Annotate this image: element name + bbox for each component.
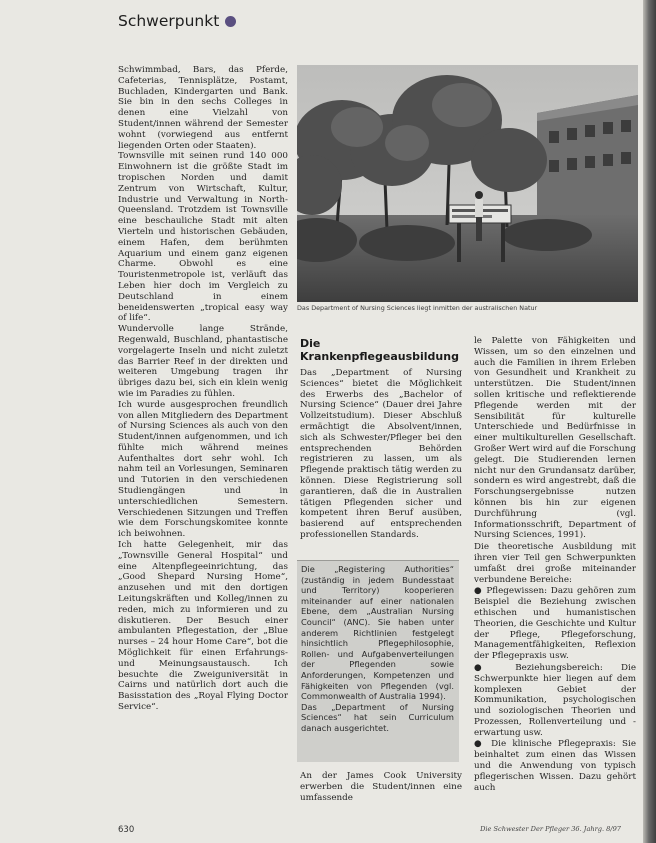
article-column-3 <box>474 336 636 816</box>
paragraph: Ich hatte Gelegenheit, mir das „Townsville General Hospital“ und eine Altenpflegeeinrichtung, das „Good Shepard Nursing Home“, anzusehen und mit den dortigen Leitungskräften und Kolleg/innen zu reden, mich zu informieren und zu diskutieren. Der Besuch einer ambulanten Pflegestation, der „Blue nurses – 24 hour Home Care“, bot die Möglichkeit für einen Erfahrungs- und Meinungsaustausch. Ich besuchte die Zweiguniversität in Cairns und natürlich dort auch die Basisstation des „Royal Flying Doctor Service“. <box>118 540 288 713</box>
bullet-item: ● Beziehungsbereich: Die Schwerpunkte hier liegen auf dem komplexen Gebiet der Kommunikation, psychologischen und soziologischen Theorien und Prozessen, Rollenverteilung und -erwartung usw. <box>474 663 636 739</box>
article-column-2 <box>300 338 462 570</box>
paragraph: An der James Cook University erwerben die Student/innen eine umfassende <box>300 771 462 803</box>
book-gutter <box>643 0 656 843</box>
section-title: Schwerpunkt <box>118 12 220 30</box>
paragraph: Schwimmbad, Bars, das Pferde, Cafeterias, Tennisplätze, Postamt, Buchladen, Kindergarten und Bank. Sie bin in den sechs Colleges in denen eine Vielzahl von Student/innen während der Semester wohnt (vorwiegend aus entfernt liegenden Orten oder Staaten). <box>118 65 288 151</box>
paragraph: Das „Department of Nursing Sciences“ bietet die Möglichkeit des Erwerbs des „Bachelor of Nursing Science“ (Dauer drei Jahre Vollzeitstudium). Dieser Abschluß ermächtigt die Absolvent/innen, sich als Schwester/Pfleger bei den entsprechenden Behörden registrieren zu lassen, um als Pflegende praktisch tätig werden zu können. Diese Registrierung soll garantieren, daß die in Australien tätigen Pflegenden sicher und kompetent ihren Beruf ausüben, basierend auf entsprechenden professionellen Standards. <box>300 368 462 540</box>
info-box-paragraph: Das „Department of Nursing Sciences“ hat sein Curriculum danach ausgerichtet. <box>301 701 454 733</box>
paragraph: Wundervolle lange Strände, Regenwald, Buschland, phantastische vorgelagerte Inseln und nicht zuletzt das Barrier Reef in der direkten und weiteren Umgebung tragen ihr übriges dazu bei, sich ein klein wenig wie im Paradies zu fühlen. <box>118 324 288 399</box>
paragraph: Townsville mit seinen rund 140 000 Einwohnern ist die größte Stadt im tropischen Norden und damit Zentrum von Wirtschaft, Kultur, Industrie und Verwaltung in North-Queensland. Trotzdem ist Townsville eine beschauliche Stadt mit alten Vierteln und historischen Gebäuden, einem Hafen, dem berühmten Aquarium und einem ganz eigenen Charme. Obwohl es eine Touristenmetropole ist, verläuft das Leben hier doch im Vergleich zu Deutschland in einem beneidenswerten „tropical easy way of life“. <box>118 151 288 324</box>
article-column-1 <box>118 65 288 805</box>
campus-photo <box>297 65 638 302</box>
section-dot-icon <box>225 16 236 27</box>
bullet-item: ● Die klinische Pflegepraxis: Sie beinhaltet zum einen das Wissen und die Anwendung von typisch pflegerischen Wissen. Dazu gehört auch <box>474 739 636 793</box>
subheading: Die Krankenpflegeausbildung <box>300 338 459 363</box>
page-number: 630 <box>118 825 135 835</box>
section-header <box>118 12 236 30</box>
paragraph: Die theoretische Ausbildung mit ihren vier Teil gen Schwerpunkten umfaßt drei große miteinander verbundene Bereiche: <box>474 542 636 585</box>
journal-footer: Die Schwester Der Pfleger 36. Jahrg. 8/97 <box>480 825 621 833</box>
bullet-item: ● Pflegewissen: Dazu gehören zum Beispiel die Beziehung zwischen ethischen und humanistischen Theorien, die Geschichte und Kultur der Pflege, Pflegeforschung, Managementfähigkeiten, Reflexion der Pflegepraxis usw. <box>474 586 636 662</box>
campus-photo-image <box>297 65 638 302</box>
paragraph: le Palette von Fähigkeiten und Wissen, um so den einzelnen und auch die Familien in ihrem Erleben von Gesundheit und Krankheit zu unterstützen. Die Student/innen sollen kritische und reflektierende Pflegende werden mit der Sensibilität für kulturelle Unterschiede und Bedürfnisse in einer multikulturellen Gesellschaft. Großer Wert wird auf die Forschung gelegt. Die Studierenden lernen nicht nur den Grundansatz darüber, sondern es wird angestrebt, daß die Forschungsergebnisse nutzen können bis hin zur eigenen Durchführung (vgl. Informationsschrift, Department of Nursing Sciences, 1991). <box>474 336 636 541</box>
paragraph: Ich wurde ausgesprochen freundlich von allen Mitgliedern des Department of Nursing Sciences als auch von den Student/innen aufgenommen, und ich fühlte mich während meines Aufenthaltes dort sehr wohl. Ich nahm teil an Vorlesungen, Seminaren und Tutorien in den verschiedenen Studiengängen und in unterschiedlichen Semestern. Verschiedenen Sitzungen und Treffen wie dem Forschungskomitee konnte ich beiwohnen. <box>118 399 288 540</box>
info-box-paragraph: Die „Registering Authorities“ (zuständig in jedem Bundesstaat und Territory) kooperieren miteinander auf einer nationalen Ebene, dem „Australian Nursing Council“ (ANC). Sie haben unter anderem Richtlinien festgelegt hinsichtlich Pflegephilosophie, Rollen- und Aufgabenverteilungen der Pflegenden sowie Anforderungen, Kompetenzen und Fähigkeiten von Pflegenden (vgl. Commonwealth of Australia 1994). <box>301 564 454 702</box>
article-column-2-continued <box>300 771 462 817</box>
photo-caption: Das Department of Nursing Sciences liegt inmitten der australischen Natur <box>297 304 538 312</box>
info-box <box>297 560 459 762</box>
